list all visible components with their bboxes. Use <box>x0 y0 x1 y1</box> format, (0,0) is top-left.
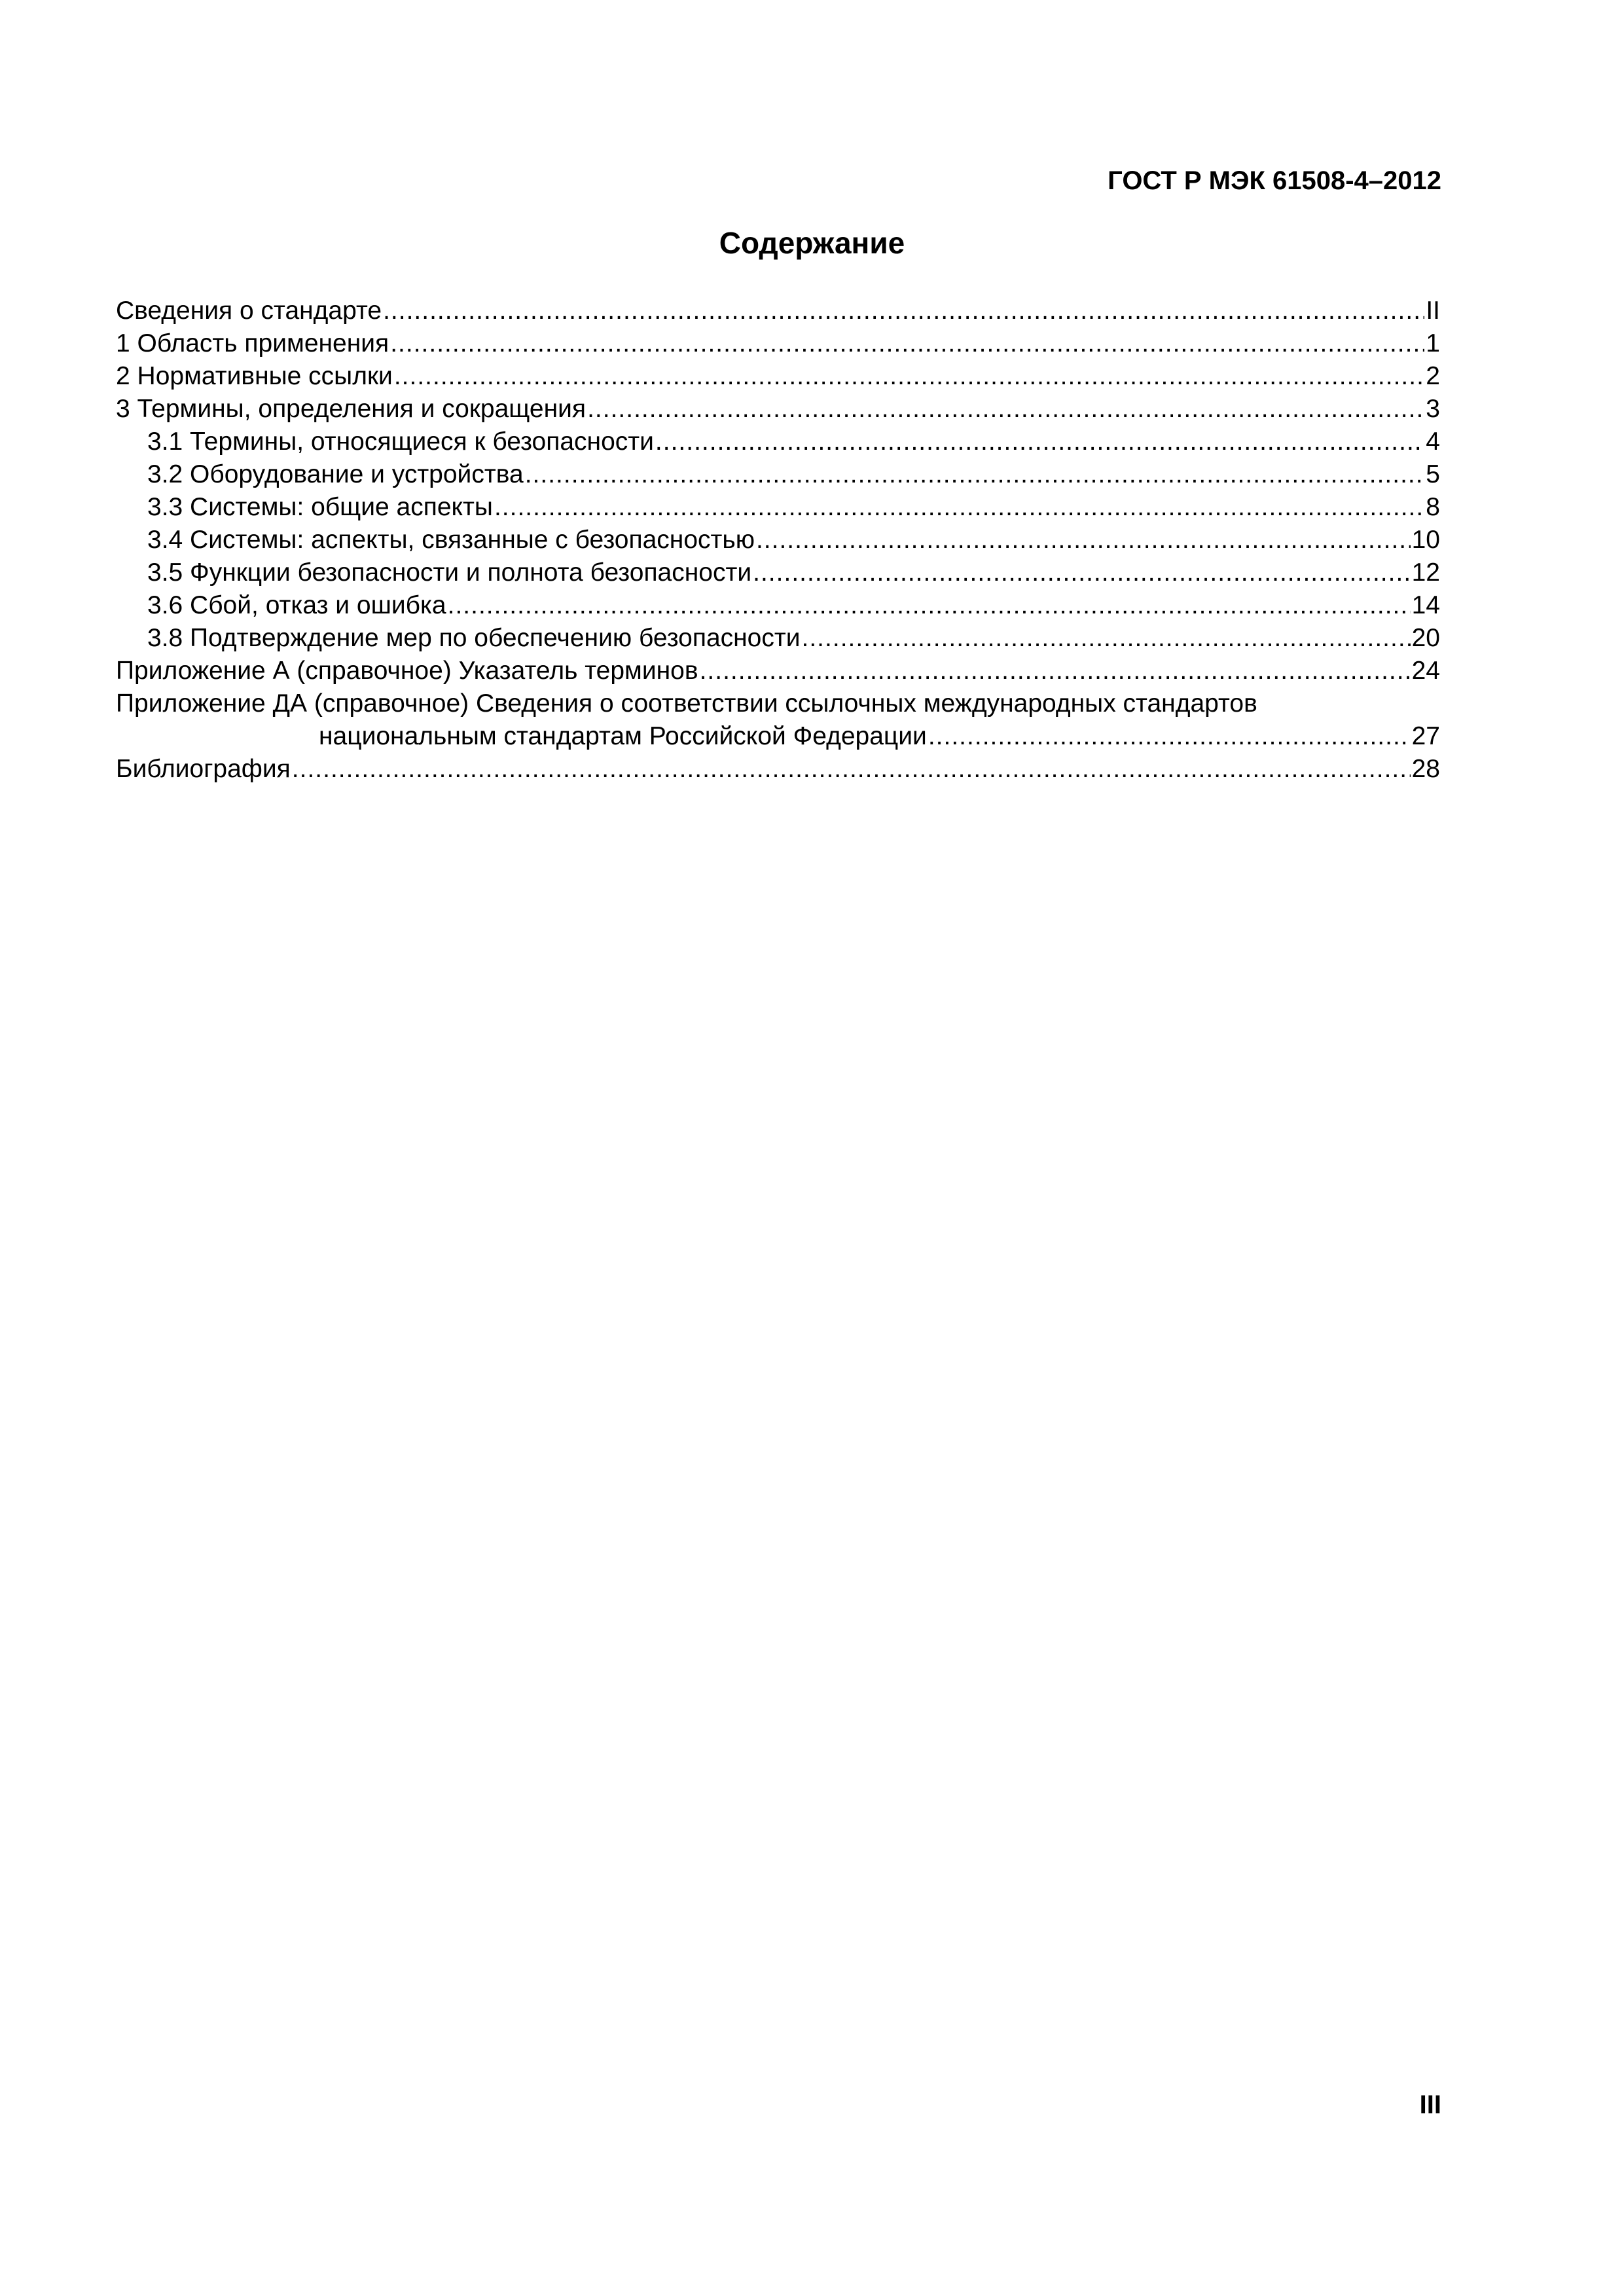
toc-leader-dots <box>494 491 1424 524</box>
toc-entry-page: 3 <box>1426 395 1440 423</box>
toc-entry-label: Сведения о стандарте <box>116 297 382 325</box>
toc-leader-dots <box>753 556 1410 589</box>
toc-entry-page: 20 <box>1411 624 1440 652</box>
toc-title: Содержание <box>719 226 905 260</box>
toc-entry-label: 3.2 Оборудование и устройства <box>147 460 524 488</box>
toc-entry-label: 1 Область применения <box>116 329 389 357</box>
toc-entry-page: 24 <box>1411 657 1440 685</box>
toc-leader-dots <box>394 360 1424 393</box>
toc-entry[interactable] <box>116 327 1440 360</box>
toc-entry-page: 2 <box>1426 362 1440 390</box>
toc-leader-dots <box>383 295 1424 327</box>
toc-entry-label: Приложение А (справочное) Указатель терминов <box>116 657 698 685</box>
toc-leader-dots <box>756 524 1411 556</box>
toc-entry[interactable] <box>116 753 1440 786</box>
toc-leader-dots <box>655 426 1424 458</box>
toc-entry-label: 3.3 Системы: общие аспекты <box>147 493 493 521</box>
toc-entry[interactable] <box>116 360 1440 393</box>
toc-subentry[interactable] <box>116 458 1440 491</box>
toc-entry-page: 12 <box>1411 558 1440 587</box>
toc-leader-dots <box>390 327 1424 360</box>
toc-entry-label: 3.8 Подтверждение мер по обеспечению безопасности <box>147 624 801 652</box>
toc-entry-label: 2 Нормативные ссылки <box>116 362 393 390</box>
toc-entry-page: II <box>1426 297 1440 325</box>
toc-entry-label: 3.5 Функции безопасности и полнота безопасности <box>147 558 752 587</box>
page-number: III <box>1419 2090 1441 2119</box>
toc-entry-page: 27 <box>1411 722 1440 750</box>
toc-entry-page: 4 <box>1426 428 1440 456</box>
toc-leader-dots <box>525 458 1425 491</box>
toc-leader-dots <box>928 720 1411 753</box>
toc-entry-label: 3.1 Термины, относящиеся к безопасности <box>147 428 654 456</box>
toc-entry-label: 3 Термины, определения и сокращения <box>116 395 586 423</box>
toc-entry-continuation[interactable] <box>116 720 1440 753</box>
toc-leader-dots <box>587 393 1424 426</box>
table-of-contents <box>116 295 1440 786</box>
toc-entry-heading[interactable] <box>116 687 1440 720</box>
toc-entry[interactable] <box>116 393 1440 426</box>
toc-entry-label: 3.6 Сбой, отказ и ошибка <box>147 591 446 619</box>
toc-entry[interactable] <box>116 295 1440 327</box>
toc-subentry[interactable] <box>116 524 1440 556</box>
toc-entry-label: Библиография <box>116 755 291 783</box>
toc-leader-dots <box>802 622 1411 655</box>
toc-entry-page: 8 <box>1426 493 1440 521</box>
toc-subentry[interactable] <box>116 556 1440 589</box>
toc-subentry[interactable] <box>116 589 1440 622</box>
toc-entry-label: 3.4 Системы: аспекты, связанные с безопасностью <box>147 526 755 554</box>
toc-subentry[interactable] <box>116 622 1440 655</box>
toc-entry-page: 14 <box>1411 591 1440 619</box>
toc-entry-page: 10 <box>1411 526 1440 554</box>
toc-entry-label: Приложение ДА (справочное) Сведения о соответствии ссылочных международных стандартов <box>116 689 1257 718</box>
toc-leader-dots <box>700 655 1411 687</box>
toc-entry-page: 28 <box>1411 755 1440 783</box>
toc-entry[interactable] <box>116 655 1440 687</box>
toc-entry-page: 5 <box>1426 460 1440 488</box>
toc-leader-dots <box>448 589 1411 622</box>
toc-subentry[interactable] <box>116 491 1440 524</box>
toc-leader-dots <box>292 753 1411 786</box>
document-code: ГОСТ Р МЭК 61508-4–2012 <box>1108 166 1441 195</box>
toc-entry-continuation-label: национальным стандартам Российской Федерации <box>319 722 927 750</box>
toc-subentry[interactable] <box>116 426 1440 458</box>
toc-entry-page: 1 <box>1426 329 1440 357</box>
